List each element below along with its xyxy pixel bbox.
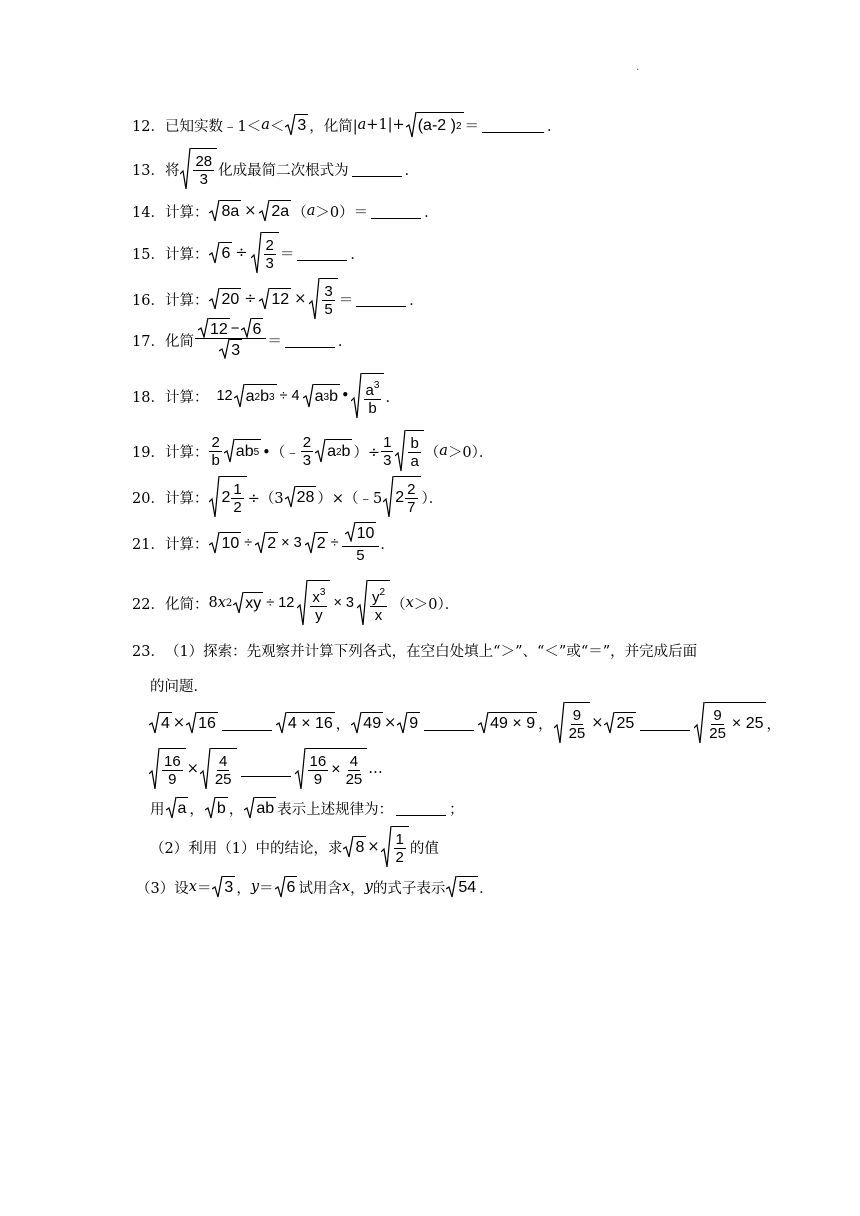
sqrt-9-over-25: $\frac{9}{25}$ — [554, 702, 591, 744]
question-23-part3: （3）设 x ＝ 3 ， y ＝ 6 试用含 x ， y 的式子表示 54 ． — [136, 876, 494, 898]
answer-blank[interactable] — [371, 204, 421, 219]
question-23-row2: $\frac{16}{9}$ × $\frac{4}{25}$ $\frac{16}{9}$ × $\frac{4}{25}$ … — [148, 748, 383, 790]
period: ． — [385, 389, 400, 406]
fraction: $\frac{10}{5}$ — [342, 522, 380, 564]
question-text: 的问题． — [150, 679, 208, 695]
equals: ＝ — [464, 118, 480, 135]
variable-x: x — [217, 595, 226, 611]
question-text: 用 — [150, 801, 165, 818]
sqrt-b: b — [205, 797, 228, 819]
sqrt-2: 2 — [255, 532, 278, 554]
coefficient: 12 — [216, 388, 233, 404]
question-20 — [132, 476, 443, 518]
answer-blank[interactable] — [396, 801, 446, 816]
period: ． — [350, 246, 365, 263]
sqrt-20: 20 — [209, 288, 241, 310]
period: ． — [337, 334, 353, 350]
sqrt-product-fractions: $\frac{16}{9}$ × $\frac{4}{25}$ — [295, 748, 368, 790]
condition: ＞0）． — [413, 596, 460, 613]
sqrt-mixed-number: 2 $\frac{1}{2}$ — [209, 476, 246, 518]
period: ． — [409, 292, 424, 309]
sqrt-fraction: $\frac{2}{3}$ — [251, 232, 279, 274]
sqrt-mixed-number: 2 $\frac{2}{7}$ — [383, 476, 420, 518]
sqrt-12: 12 — [259, 288, 291, 310]
compare-blank[interactable] — [424, 716, 474, 731]
question-text: 的式子表示 — [372, 880, 446, 897]
condition: （ — [391, 596, 406, 613]
question-number: 15． — [132, 246, 165, 263]
question-number: 21． — [132, 536, 165, 553]
answer-blank[interactable] — [285, 333, 335, 348]
compare-blank[interactable] — [640, 716, 690, 731]
coefficient: 8 — [208, 595, 218, 611]
question-number: 17． — [132, 334, 165, 350]
times: × 3 — [333, 595, 354, 611]
fraction: 12 − 6 3 — [195, 318, 266, 363]
times: × 3 — [281, 535, 302, 551]
times: × — [244, 203, 257, 219]
sqrt-3: 3 — [285, 114, 308, 136]
operator: ）×（﹣5 — [317, 490, 383, 507]
question-23-row1: 4 × 16 4 × 16 ， 49 × 9 49 × 9 ， $\frac{9}{25}$ × 25 $\frac{9}{25}$ × 25 ， — [148, 702, 781, 744]
sqrt-4: 4 — [149, 712, 172, 734]
fraction: $\frac{2}{b}$ — [211, 433, 220, 469]
fraction: $\frac{2}{3}$ — [302, 433, 312, 469]
sqrt-fraction: $\frac{3}{5}$ — [309, 278, 337, 320]
divide: ÷ — [244, 535, 253, 551]
question-14 — [132, 200, 439, 222]
ellipsis: … — [368, 761, 383, 777]
sqrt-4-over-25: $\frac{4}{25}$ — [200, 748, 237, 790]
question-number: 18． — [132, 389, 165, 406]
question-text: 试用含 — [298, 880, 342, 897]
times: × — [294, 291, 307, 307]
question-text: 将 — [164, 162, 180, 179]
question-number: 12． — [132, 118, 165, 135]
question-number: 20． — [132, 490, 165, 507]
question-text: 化简： — [164, 596, 209, 613]
question-text: （1）探索：先观察并计算下列各式，在空白处填上“＞”、“＜”或“＝”，并完成后面 — [164, 644, 698, 660]
equals: ＝ — [267, 334, 282, 350]
compare-blank[interactable] — [241, 762, 291, 777]
sqrt-16-over-9: $\frac{16}{9}$ — [149, 748, 186, 790]
sqrt-a3b: a 3 b — [303, 384, 340, 408]
period: ． — [424, 204, 439, 221]
fraction: $\frac{1}{3}$ — [383, 433, 392, 469]
sqrt-9-over-25-times-25: $\frac{9}{25}$ × 25 — [694, 702, 765, 744]
sqrt-a2b3: a 2 b 3 — [234, 384, 277, 408]
divide: ÷ — [330, 535, 339, 551]
question-23-line3: 用 a ， b ， ab 表示上述规律为： ； — [150, 797, 464, 819]
sqrt-3: 3 — [212, 876, 235, 898]
equals: ＝ — [338, 292, 354, 309]
question-text: 化成最简二次根式为 — [218, 162, 349, 179]
question-text: （2）利用（1）中的结论，求 — [150, 840, 343, 857]
sqrt-fraction: $\frac{b}{a}$ — [395, 430, 423, 472]
question-23-line2 — [150, 675, 208, 696]
question-text: 计算： — [164, 389, 209, 406]
sqrt-a2b: a 2 b — [315, 439, 352, 463]
condition: （ — [424, 444, 440, 461]
sqrt-16: 16 — [186, 712, 218, 734]
divide: ÷ 4 — [279, 388, 300, 404]
condition: （ — [292, 204, 307, 221]
sqrt-9: 9 — [397, 712, 420, 734]
period: ． — [380, 536, 395, 553]
question-text: 化简 — [164, 334, 194, 350]
answer-blank[interactable] — [297, 246, 347, 261]
sqrt-fraction: $\frac{y^2}{x}$ — [357, 580, 390, 626]
question-text: 的值 — [409, 840, 439, 857]
sqrt-49x9: 49 × 9 — [478, 712, 537, 734]
question-number: 19． — [132, 444, 165, 461]
question-text: 表示上述规律为： — [277, 801, 394, 818]
condition: ＞0）． — [447, 444, 494, 461]
sqrt-4x16: 4 × 16 — [276, 712, 335, 734]
sqrt-xy: xy — [233, 592, 263, 614]
sqrt-8: 8 — [343, 836, 366, 858]
operator: ）÷ — [353, 444, 381, 461]
question-text: 计算： — [164, 292, 209, 309]
sqrt-fraction: $\frac{x^3}{y}$ — [297, 580, 330, 626]
question-number: 16． — [132, 292, 165, 309]
question-12 — [132, 112, 562, 138]
sqrt-1-over-2: $\frac{1}{2}$ — [381, 826, 409, 868]
period: ． — [404, 162, 420, 179]
question-text: 计算： — [164, 204, 209, 221]
less-than: ＜ — [269, 118, 285, 135]
sqrt-a-minus-2-squared: (a-2 ) 2 — [406, 112, 464, 138]
variable-a: a — [439, 443, 448, 459]
sqrt-ab5: ab 5 — [224, 439, 261, 463]
sqrt-fraction: $\frac{28}{3}$ — [180, 148, 217, 190]
question-text: +1|+ — [366, 117, 405, 133]
sqrt-10: 10 — [209, 532, 241, 554]
variable-x: x — [405, 595, 414, 611]
answer-blank[interactable] — [352, 162, 402, 177]
period: ）． — [421, 490, 444, 507]
question-text: 已知实数﹣1＜ — [164, 118, 262, 135]
question-number: 14． — [132, 204, 165, 221]
sqrt-28: 28 — [285, 486, 317, 508]
sqrt-8a: 8a — [209, 200, 241, 222]
question-17 — [132, 318, 352, 363]
period: ． — [547, 118, 562, 135]
equals: ＝ — [279, 246, 295, 263]
variable-a: a — [357, 117, 367, 133]
sqrt-2: 2 — [305, 532, 328, 554]
question-19 — [132, 430, 493, 472]
answer-blank[interactable] — [482, 118, 544, 133]
question-text: 计算： — [164, 246, 209, 263]
question-15 — [132, 232, 365, 274]
compare-blank[interactable] — [222, 716, 272, 731]
question-number: 23． — [132, 644, 165, 660]
question-18 — [132, 373, 400, 419]
question-23-part2: （2）利用（1）中的结论，求 8 × $\frac{1}{2}$ 的值 — [150, 826, 439, 868]
divide: ÷ — [235, 245, 248, 261]
question-text: ，化简| — [309, 118, 358, 135]
question-number: 22． — [132, 596, 165, 613]
divide: ÷ 12 — [266, 595, 295, 611]
question-text: 计算： — [164, 536, 209, 553]
operator: ÷（3 — [247, 490, 284, 507]
sqrt-49: 49 — [351, 712, 383, 734]
sqrt-a: a — [166, 797, 189, 819]
question-21 — [132, 522, 395, 564]
question-22: 22． 化简： 8 x 2 xy ÷ 12 $\frac{x^3}{y}$ × 3 $\frac{y^2}{x}$ （ x ＞0）． — [132, 580, 459, 626]
question-text: 计算： — [164, 490, 209, 507]
sqrt-fraction: $\frac{a^3}{b}$ — [351, 373, 385, 419]
question-23-line1 — [132, 640, 697, 661]
condition: ＞0）＝ — [315, 204, 369, 221]
variable-a: a — [261, 117, 270, 133]
divide: ÷ — [244, 291, 257, 307]
question-13 — [132, 148, 419, 190]
operator: •（﹣ — [262, 444, 300, 461]
sqrt-6: 6 — [275, 876, 298, 898]
variable-a: a — [306, 203, 316, 219]
question-text: 计算： — [164, 444, 209, 461]
sqrt-6: 6 — [209, 242, 232, 264]
question-text: （3）设 — [136, 880, 189, 897]
question-number: 13． — [132, 162, 165, 179]
page-mark: . — [636, 62, 640, 73]
sqrt-25: 25 — [604, 712, 636, 734]
sqrt-ab: ab — [244, 797, 276, 819]
sqrt-2a: 2a — [259, 200, 291, 222]
answer-blank[interactable] — [356, 292, 406, 307]
dot: • — [340, 388, 350, 404]
sqrt-54: 54 — [446, 876, 478, 898]
question-16 — [132, 278, 424, 320]
